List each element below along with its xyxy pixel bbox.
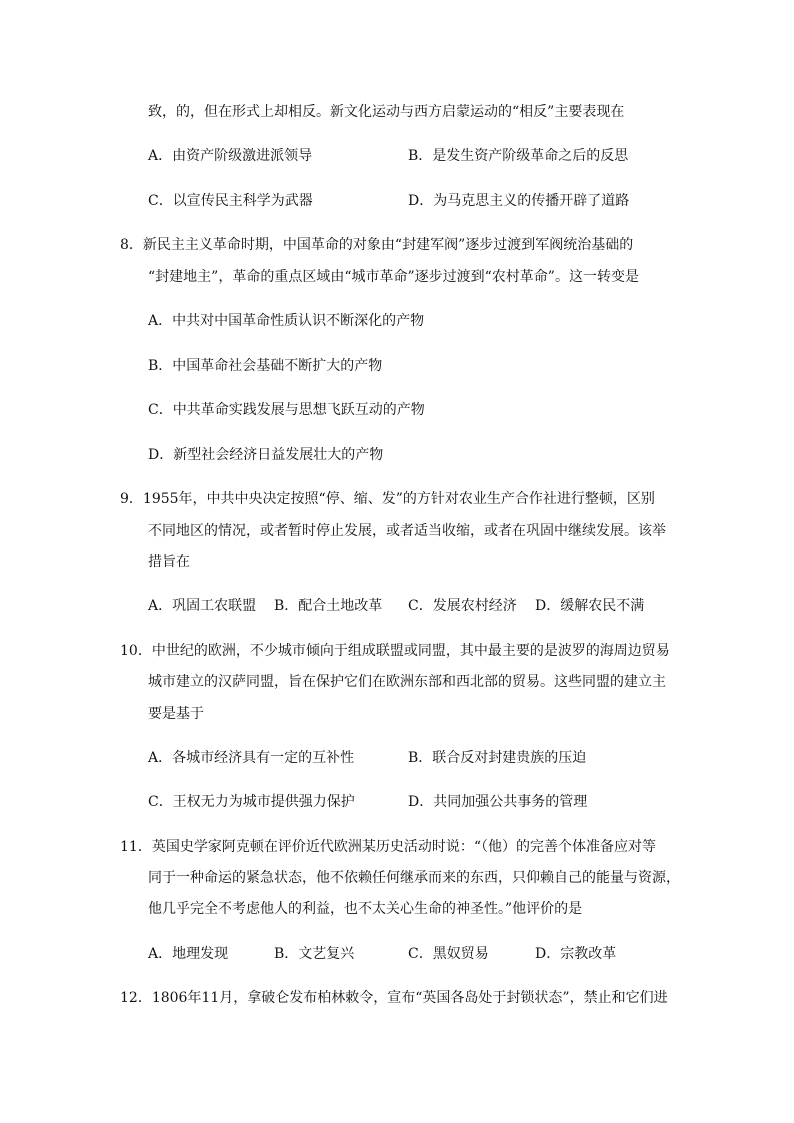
- q10-option-c: C．王权无力为城市提供强力保护: [148, 794, 355, 810]
- q12-stem-line-1: 12．1806年11月，拿破仑发布柏林敕令，宣布“英国各岛处于封锁状态”，禁止和它们进: [120, 990, 668, 1006]
- q8-stem-line-1: 8．新民主主义革命时期，中国革命的对象由“封建军阀”逐步过渡到军阀统治基础的: [120, 237, 634, 253]
- q9-option-b: B．配合土地改革: [274, 598, 383, 614]
- q9-option-d: D．缓解农民不满: [535, 598, 645, 614]
- q9-stem-line-2: 不同地区的情况，或者暂时停止发展，或者适当收缩，或者在巩固中继续发展。该举: [148, 523, 666, 539]
- q11-stem-line-2: 同于一种命运的紧急状态，他不依赖任何继承而来的东西，只仰赖自己的能量与资源，: [148, 870, 680, 886]
- q7-option-a: A．由资产阶级激进派领导: [148, 148, 313, 164]
- q9-option-c: C．发展农村经济: [408, 598, 517, 614]
- q7-option-d: D．为马克思主义的传播开辟了道路: [408, 193, 630, 209]
- intro-line: 致，的，但在形式上却相反。新文化运动与西方启蒙运动的“相反”主要表现在: [148, 104, 625, 120]
- q10-option-b: B．联合反对封建贵族的压迫: [408, 750, 587, 766]
- q7-option-c: C．以宣传民主科学为武器: [148, 193, 313, 209]
- q11-stem-line-1: 11．英国史学家阿克顿在评价近代欧洲某历史活动时说：“（他）的完善个体准备应对等: [120, 839, 656, 855]
- q8-option-b: B．中国革命社会基础不断扩大的产物: [148, 358, 383, 374]
- q9-option-a: A．巩固工农联盟: [148, 598, 257, 614]
- q10-stem-line-2: 城市建立的汉萨同盟，旨在保护它们在欧洲东部和西北部的贸易。这些同盟的建立主: [148, 674, 666, 690]
- q11-stem-line-3: 他几乎完全不考虑他人的利益，也不太关心生命的神圣性。”他评价的是: [148, 901, 583, 917]
- q11-option-a: A．地理发现: [148, 946, 229, 962]
- q9-stem-line-1: 9．1955年，中共中央决定按照“停、缩、发”的方针对农业生产合作社进行整顿，区别: [120, 491, 655, 507]
- q10-option-d: D．共同加强公共事务的管理: [408, 794, 588, 810]
- q10-option-a: A．各城市经济具有一定的互补性: [148, 750, 355, 766]
- q7-option-b: B．是发生资产阶级革命之后的反思: [408, 148, 629, 164]
- q8-option-c: C．中共革命实践发展与思想飞跃互动的产物: [148, 402, 425, 418]
- q9-stem-line-3: 措旨在: [148, 554, 190, 570]
- q8-option-a: A．中共对中国革命性质认识不断深化的产物: [148, 313, 425, 329]
- q11-option-d: D．宗教改革: [535, 946, 617, 962]
- q11-option-b: B．文艺复兴: [274, 946, 355, 962]
- q10-stem-line-1: 10．中世纪的欧洲，不少城市倾向于组成联盟或同盟，其中最主要的是波罗的海周边贸易: [120, 643, 670, 659]
- q10-stem-line-3: 要是基于: [148, 706, 204, 722]
- q8-stem-line-2: “封建地主”，革命的重点区域由“城市革命”逐步过渡到“农村革命”。这一转变是: [148, 269, 639, 285]
- q8-option-d: D．新型社会经济日益发展壮大的产物: [148, 447, 384, 463]
- q11-option-c: C．黑奴贸易: [408, 946, 489, 962]
